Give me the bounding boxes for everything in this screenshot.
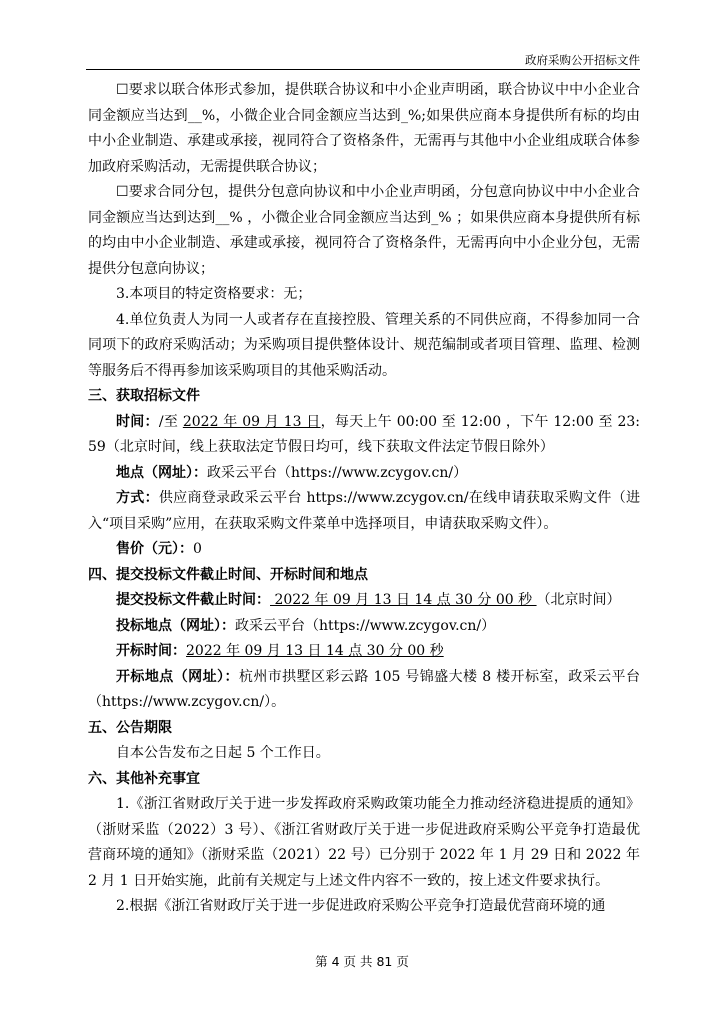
deadline-note: （北京时间） — [536, 592, 621, 608]
announcement-period-text: 自本公告发布之日起 5 个工作日。 — [116, 745, 330, 761]
opening-place-paragraph — [88, 665, 640, 716]
deadline-paragraph — [88, 588, 640, 614]
bid-place-paragraph — [88, 614, 640, 640]
obtain-place-value: 政采云平台（https://www.zcygov.cn/） — [207, 464, 468, 481]
price-paragraph — [88, 537, 640, 563]
bid-place-value: 政采云平台（https://www.zcygov.cn/） — [235, 617, 496, 634]
subcontract-paragraph: ☐要求合同分包，提供分包意向协议和中小企业声明函，分包意向协议中中小企业合同金额应当达到达到__% ，小微企业合同金额应当达到_% ；如果供应商本身提供所有标的均由中小企业制造、承建或承接，视同符合了资格条件，无需再向中小企业分包，无需提供分包意向协议； — [88, 184, 640, 277]
same-responsible-person-paragraph: 4.单位负责人为同一人或者存在直接控股、管理关系的不同供应商，不得参加同一合同项下的政府采购活动；为采购项目提供整体设计、规范编制或者项目管理、监理、检测等服务后不得再参加该采购项目的其他采购活动。 — [88, 311, 640, 379]
obtain-place-label: 地点（网址）： — [116, 464, 207, 481]
header-divider — [86, 69, 640, 70]
document-body — [88, 78, 640, 920]
price-value: 0 — [193, 541, 202, 557]
obtain-time-detail: ，每天上午 00:00 至 12:00 ，下午 12:00 至 23:59（北京时间，线上获取法定节假日均可，线下获取文件法定节假日除外） — [88, 413, 641, 455]
running-header: 政府采购公开招标文件 — [525, 53, 640, 67]
opening-place-label: 开标地点（网址）： — [116, 668, 239, 685]
obtain-time-paragraph — [88, 410, 640, 461]
opening-place-value: 杭州市拱墅区彩云路 105 号锦盛大楼 8 楼开标室，政采云平台（https://www.zcygov.cn/）。 — [88, 668, 640, 710]
opening-time-value: 2022 年 09 月 13 日 14 点 30 分 00 秒 — [186, 643, 444, 659]
obtain-place-paragraph — [88, 461, 640, 487]
obtain-time-label: 时间： — [116, 413, 159, 430]
other-matters-item-2: 2.根据《浙江省财政厅关于进一步促进政府采购公平竞争打造最优营商环境的通 — [116, 898, 606, 914]
obtain-time-prefix: /至 — [158, 413, 183, 430]
other-matters-item-1: 1.《浙江省财政厅关于进一步发挥政府采购政策功能全力推动经济稳进提质的通知》（浙财采监（2022）3 号）、《浙江省财政厅关于进一步促进政府采购公平竞争打造最优营商环境的通知》（浙财采监（2021）22 号）已分别于 2022 年 1 月 29 日和 2022 年 2 月 1 日开始实施，此前有关规定与上述文件内容不一致的，按上述文件要求执行。 — [88, 796, 640, 889]
bid-place-label: 投标地点（网址）： — [116, 617, 235, 634]
section-heading-other-matters: 六、其他补充事宜 — [88, 770, 200, 787]
section-heading-submission: 四、提交投标文件截止时间、开标时间和地点 — [88, 566, 368, 583]
section-heading-announcement-period: 五、公告期限 — [88, 719, 172, 736]
deadline-value: 2022 年 09 月 13 日 14 点 30 分 00 秒 — [270, 592, 537, 608]
page-number: 第 4 页 共 81 页 — [315, 954, 409, 969]
consortium-paragraph: ☐要求以联合体形式参加，提供联合协议和中小企业声明函，联合协议中中小企业合同金额应当达到__%，小微企业合同金额应当达到_%;如果供应商本身提供所有标的均由中小企业制造、承建或承接，视同符合了资格条件，无需再与其他中小企业组成联合体参加政府采购活动，无需提供联合协议； — [88, 82, 640, 175]
obtain-time-date: 2022 年 09 月 13 日 — [182, 413, 321, 430]
obtain-method-value: 供应商登录政采云平台 https://www.zcygov.cn/在线申请获取采购文件（进入“项目采购”应用，在获取采购文件菜单中选择项目，申请获取采购文件）。 — [88, 490, 641, 532]
price-label: 售价（元）： — [116, 541, 193, 557]
obtain-method-label: 方式： — [116, 490, 159, 506]
deadline-label: 提交投标文件截止时间： — [116, 592, 270, 608]
special-qualification-paragraph: 3.本项目的特定资格要求：无； — [116, 286, 312, 302]
obtain-method-paragraph — [88, 486, 640, 537]
opening-time-label: 开标时间： — [116, 643, 186, 659]
section-heading-obtain-documents: 三、获取招标文件 — [88, 388, 200, 404]
opening-time-paragraph — [88, 639, 640, 665]
